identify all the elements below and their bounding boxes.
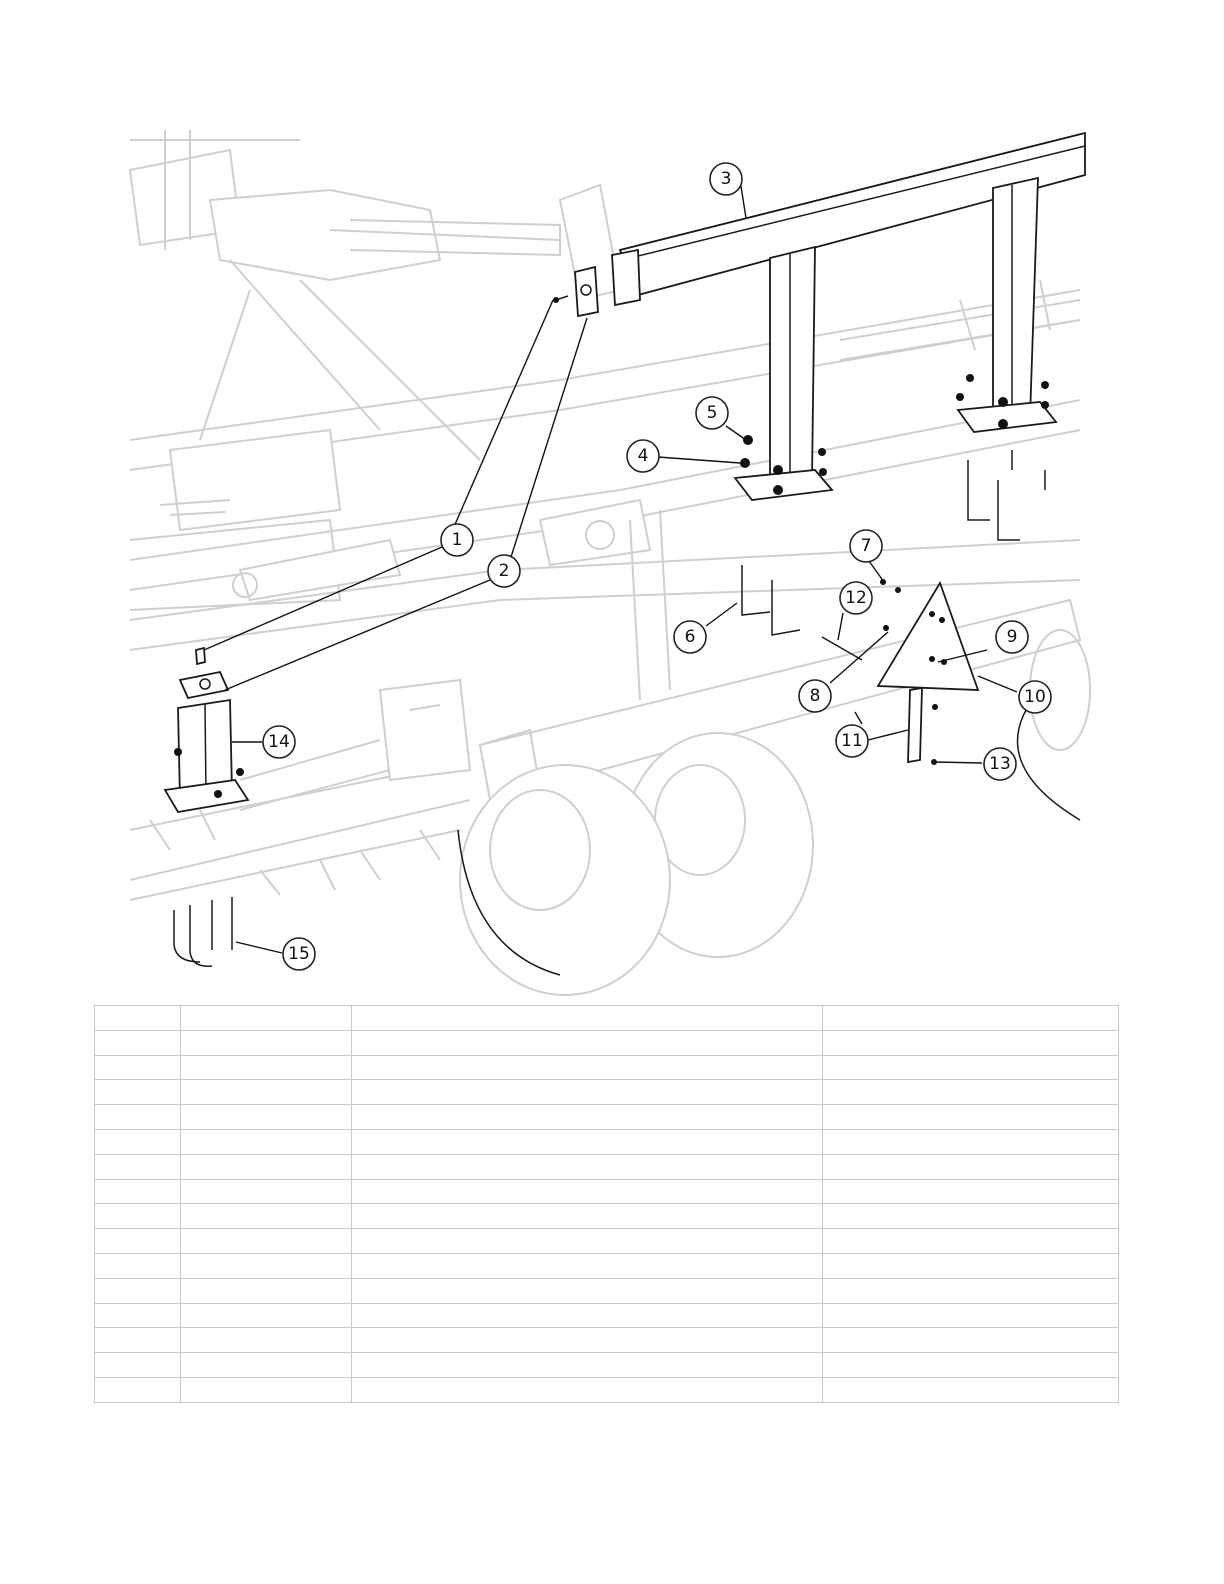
callout-1-label: 1 (451, 530, 463, 550)
table-row (95, 1377, 1119, 1402)
table-cell (352, 1030, 823, 1055)
callout-1 (441, 524, 473, 556)
table-cell (352, 1253, 823, 1278)
parts-list-table (94, 1005, 1119, 1403)
callout-5 (696, 397, 728, 429)
table-cell (823, 1229, 1119, 1254)
table-cell (823, 1204, 1119, 1229)
table-cell (95, 1179, 181, 1204)
table-cell (95, 1105, 181, 1130)
callout-15 (283, 938, 315, 970)
table-row (95, 1080, 1119, 1105)
table-cell (181, 1377, 352, 1402)
callout-4-label: 4 (637, 446, 649, 466)
table-cell (181, 1179, 352, 1204)
table-row (95, 1253, 1119, 1278)
table-row (95, 1006, 1119, 1031)
table-row (95, 1154, 1119, 1179)
callout-6 (674, 621, 706, 653)
table-cell (95, 1055, 181, 1080)
table-row (95, 1278, 1119, 1303)
callout-12 (840, 582, 872, 614)
callout-9-label: 9 (1006, 627, 1018, 647)
callout-7 (850, 530, 882, 562)
parts-list-body (95, 1006, 1119, 1403)
callout-4 (627, 440, 659, 472)
table-cell (95, 1278, 181, 1303)
table-cell (95, 1353, 181, 1378)
table-cell (823, 1253, 1119, 1278)
table-cell (823, 1030, 1119, 1055)
callout-10-label: 10 (1024, 687, 1046, 707)
table-row (95, 1030, 1119, 1055)
bar-end-plate (553, 267, 598, 316)
callout-11 (836, 725, 868, 757)
table-cell (352, 1328, 823, 1353)
table-cell (823, 1377, 1119, 1402)
table-cell (181, 1278, 352, 1303)
table-cell (181, 1055, 352, 1080)
table-row (95, 1229, 1119, 1254)
table-cell (352, 1179, 823, 1204)
table-cell (352, 1006, 823, 1031)
table-cell (823, 1179, 1119, 1204)
table-cell (95, 1377, 181, 1402)
table-cell (352, 1377, 823, 1402)
table-cell (95, 1129, 181, 1154)
table-cell (823, 1055, 1119, 1080)
table-cell (823, 1303, 1119, 1328)
table-cell (181, 1353, 352, 1378)
table-row (95, 1353, 1119, 1378)
table-cell (95, 1080, 181, 1105)
table-cell (823, 1105, 1119, 1130)
callout-2-label: 2 (498, 561, 510, 581)
table-cell (181, 1253, 352, 1278)
table-cell (352, 1353, 823, 1378)
callout-10 (1019, 681, 1051, 713)
table-cell (352, 1303, 823, 1328)
table-cell (352, 1129, 823, 1154)
table-cell (823, 1154, 1119, 1179)
table-cell (352, 1105, 823, 1130)
table-row (95, 1129, 1119, 1154)
table-cell (181, 1105, 352, 1130)
callout-6-label: 6 (684, 627, 696, 647)
table-cell (181, 1006, 352, 1031)
table-cell (352, 1229, 823, 1254)
table-cell (95, 1229, 181, 1254)
table-cell (823, 1328, 1119, 1353)
table-row (95, 1179, 1119, 1204)
table-cell (181, 1030, 352, 1055)
table-cell (181, 1129, 352, 1154)
callout-13-label: 13 (989, 754, 1011, 774)
table-cell (95, 1303, 181, 1328)
table-cell (352, 1154, 823, 1179)
callout-2 (488, 555, 520, 587)
table-cell (823, 1129, 1119, 1154)
callout-8 (799, 680, 831, 712)
callout-9 (996, 621, 1028, 653)
table-row (95, 1204, 1119, 1229)
callout-8-label: 8 (809, 686, 821, 706)
table-cell (823, 1006, 1119, 1031)
table-cell (95, 1030, 181, 1055)
table-cell (352, 1204, 823, 1229)
table-cell (352, 1055, 823, 1080)
table-row (95, 1328, 1119, 1353)
callout-13 (984, 748, 1016, 780)
table-cell (95, 1006, 181, 1031)
table-cell (823, 1278, 1119, 1303)
callout-11-label: 11 (841, 731, 863, 751)
table-cell (95, 1253, 181, 1278)
callout-14 (263, 726, 295, 758)
table-row (95, 1105, 1119, 1130)
table-cell (181, 1328, 352, 1353)
table-cell (95, 1154, 181, 1179)
table-row (95, 1055, 1119, 1080)
table-cell (352, 1080, 823, 1105)
table-cell (95, 1328, 181, 1353)
table-cell (95, 1204, 181, 1229)
callout-3-label: 3 (720, 169, 732, 189)
table-cell (823, 1080, 1119, 1105)
callout-3 (710, 163, 742, 195)
table-cell (181, 1154, 352, 1179)
callout-7-label: 7 (860, 536, 872, 556)
table-cell (352, 1278, 823, 1303)
table-cell (181, 1229, 352, 1254)
table-cell (181, 1204, 352, 1229)
table-cell (181, 1080, 352, 1105)
callout-14-label: 14 (268, 732, 290, 752)
table-cell (823, 1353, 1119, 1378)
callout-12-label: 12 (845, 588, 867, 608)
callout-5-label: 5 (706, 403, 718, 423)
table-row (95, 1303, 1119, 1328)
callout-15-label: 15 (288, 944, 310, 964)
table-cell (181, 1303, 352, 1328)
stand-assembly (165, 648, 248, 812)
